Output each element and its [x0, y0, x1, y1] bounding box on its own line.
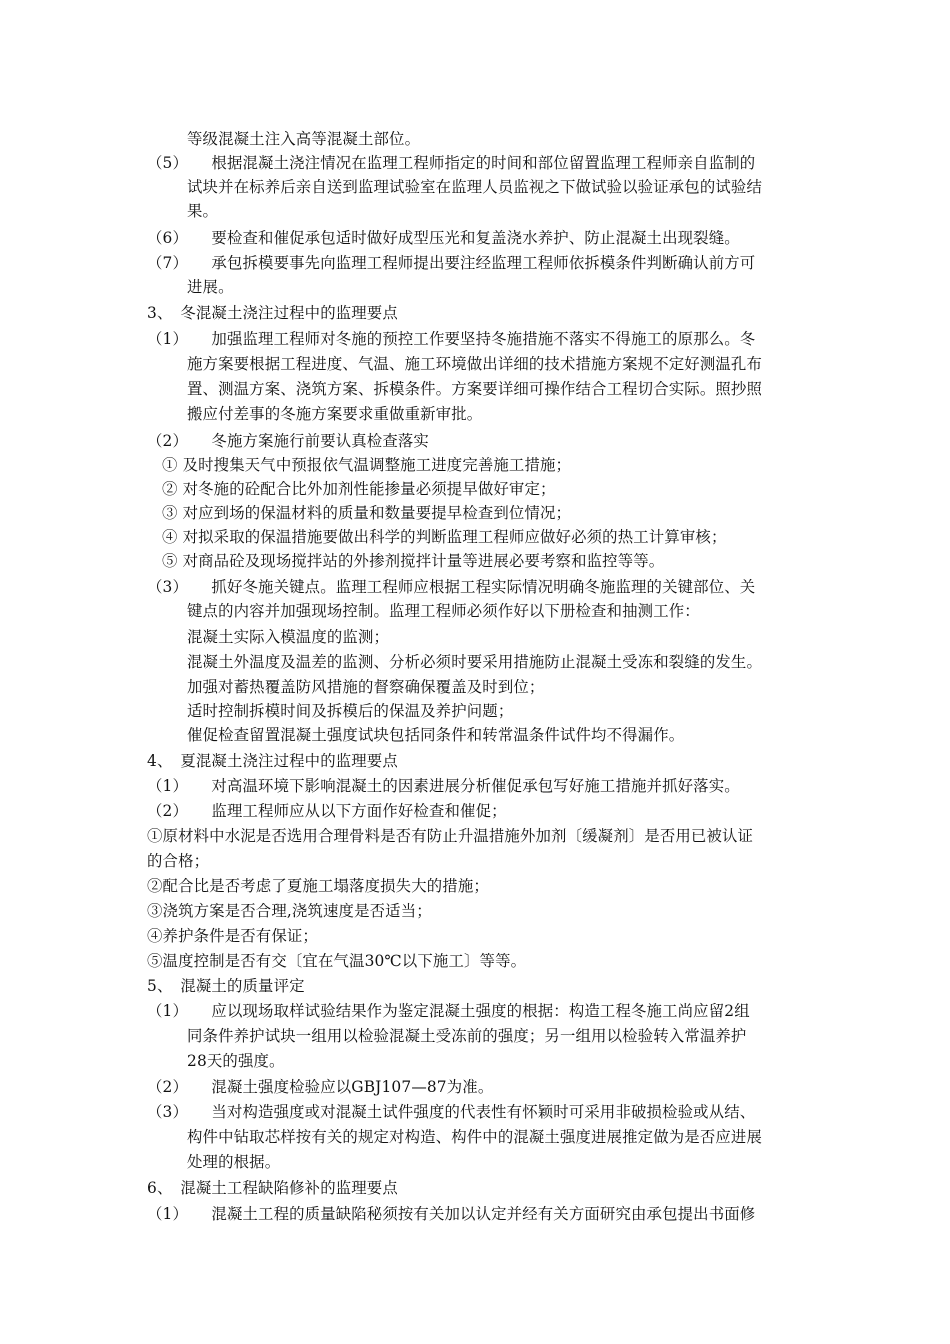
text-line: （2） 混凝土强度检验应以GBJ107—87为准。	[147, 1078, 494, 1096]
text-line: （1） 对高温环境下影响混凝土的因素进展分析催促承包写好施工措施并抓好落实。	[147, 777, 740, 795]
text-line: （1） 应以现场取样试验结果作为鉴定混凝土强度的根据：构造工程冬施工尚应留2组	[147, 1002, 750, 1020]
text-line: （6） 要检查和催促承包适时做好成型压光和复盖浇水养护、防止混凝土出现裂缝。	[147, 229, 740, 247]
text-line: 混凝土实际入模温度的监测；	[187, 628, 390, 646]
text-line: （5） 根据混凝土浇注情况在监理工程师指定的时间和部位留置监理工程师亲自监制的	[147, 154, 756, 172]
text-line: 等级混凝土注入高等混凝土部位。	[187, 130, 421, 148]
text-line: 进展。	[187, 278, 234, 296]
text-line: 混凝土外温度及温差的监测、分析必须时要采用措施防止混凝土受冻和裂缝的发生。	[187, 653, 763, 671]
section-heading: 3、 冬混凝土浇注过程中的监理要点	[147, 304, 398, 322]
text-line: （3） 当对构造强度或对混凝土试件强度的代表性有怀颖时可采用非破损检验或从结、	[147, 1103, 756, 1121]
text-line: 加强对蓄热覆盖防风措施的督察确保覆盖及时到位；	[187, 678, 545, 696]
list-item: ①原材料中水泥是否选用合理骨料是否有防止升温措施外加剂〔缓凝剂〕是否用已被认证	[147, 827, 754, 845]
text-line: 果。	[187, 202, 219, 220]
text-line: 构件中钻取芯样按有关的规定对构造、构件中的混凝土强度进展推定做为是否应进展	[187, 1128, 763, 1146]
list-item: ⑤ 对商品砼及现场搅拌站的外掺剂搅拌计量等进展必要考察和监控等等。	[162, 552, 665, 570]
text-line: （2） 监理工程师应从以下方面作好检查和催促；	[147, 802, 507, 820]
text-line: 同条件养护试块一组用以检验混凝土受冻前的强度；另一组用以检验转入常温养护	[187, 1027, 747, 1045]
section-heading: 5、 混凝土的质量评定	[147, 977, 305, 995]
text-line: 施方案要根据工程进度、气温、施工环境做出详细的技术措施方案规不定好测温孔布	[187, 355, 763, 373]
text-line: 28天的强度。	[187, 1052, 285, 1070]
text-line: 处理的根据。	[187, 1153, 281, 1171]
list-item: ④养护条件是否有保证；	[147, 927, 318, 945]
list-item: ④ 对拟采取的保温措施要做出科学的判断监理工程师应做好必须的热工计算审核；	[162, 528, 727, 546]
list-item: ⑤温度控制是否有交〔宜在气温30℃以下施工〕等等。	[147, 952, 527, 970]
list-item: ② 对冬施的砼配合比外加剂性能掺量必须提早做好审定；	[162, 480, 556, 498]
text-line: （1） 加强监理工程师对冬施的预控工作要坚持冬施措施不落实不得施工的原那么。冬	[147, 330, 756, 348]
text-line: 搬应付差事的冬施方案要求重做重新审批。	[187, 405, 483, 423]
list-item: ②配合比是否考虑了夏施工塌落度损失大的措施；	[147, 877, 489, 895]
text-line: 键点的内容并加强现场控制。监理工程师必须作好以下册检查和抽测工作：	[187, 602, 700, 620]
list-item: 的合格；	[147, 852, 210, 870]
list-item: ③ 对应到场的保温材料的质量和数量要提早检查到位情况；	[162, 504, 572, 522]
text-line: 试块并在标养后亲自送到监理试验室在监理人员监视之下做试验以验证承包的试验结	[187, 178, 763, 196]
section-heading: 6、 混凝土工程缺陷修补的监理要点	[147, 1179, 398, 1197]
text-line: （1） 混凝土工程的质量缺陷秘须按有关加以认定并经有关方面研究由承包提出书面修	[147, 1205, 756, 1223]
text-line: 置、测温方案、浇筑方案、拆模条件。方案要详细可操作结合工程切合实际。照抄照	[187, 380, 763, 398]
text-line: （7） 承包拆模要事先向监理工程师提出要注经监理工程师依拆模条件判断确认前方可	[147, 254, 756, 272]
text-line: （3） 抓好冬施关键点。监理工程师应根据工程实际情况明确冬施监理的关键部位、关	[147, 578, 756, 596]
text-line: 适时控制拆模时间及拆模后的保温及养护问题；	[187, 702, 514, 720]
list-item: ③浇筑方案是否合理,浇筑速度是否适当；	[147, 902, 432, 920]
section-heading: 4、 夏混凝土浇注过程中的监理要点	[147, 752, 398, 770]
text-line: （2） 冬施方案施行前要认真检查落实	[147, 432, 429, 450]
text-line: 催促检查留置混凝土强度试块包括同条件和转常温条件试件均不得漏作。	[187, 726, 685, 744]
list-item: ① 及时搜集天气中预报依气温调整施工进度完善施工措施；	[162, 456, 572, 474]
